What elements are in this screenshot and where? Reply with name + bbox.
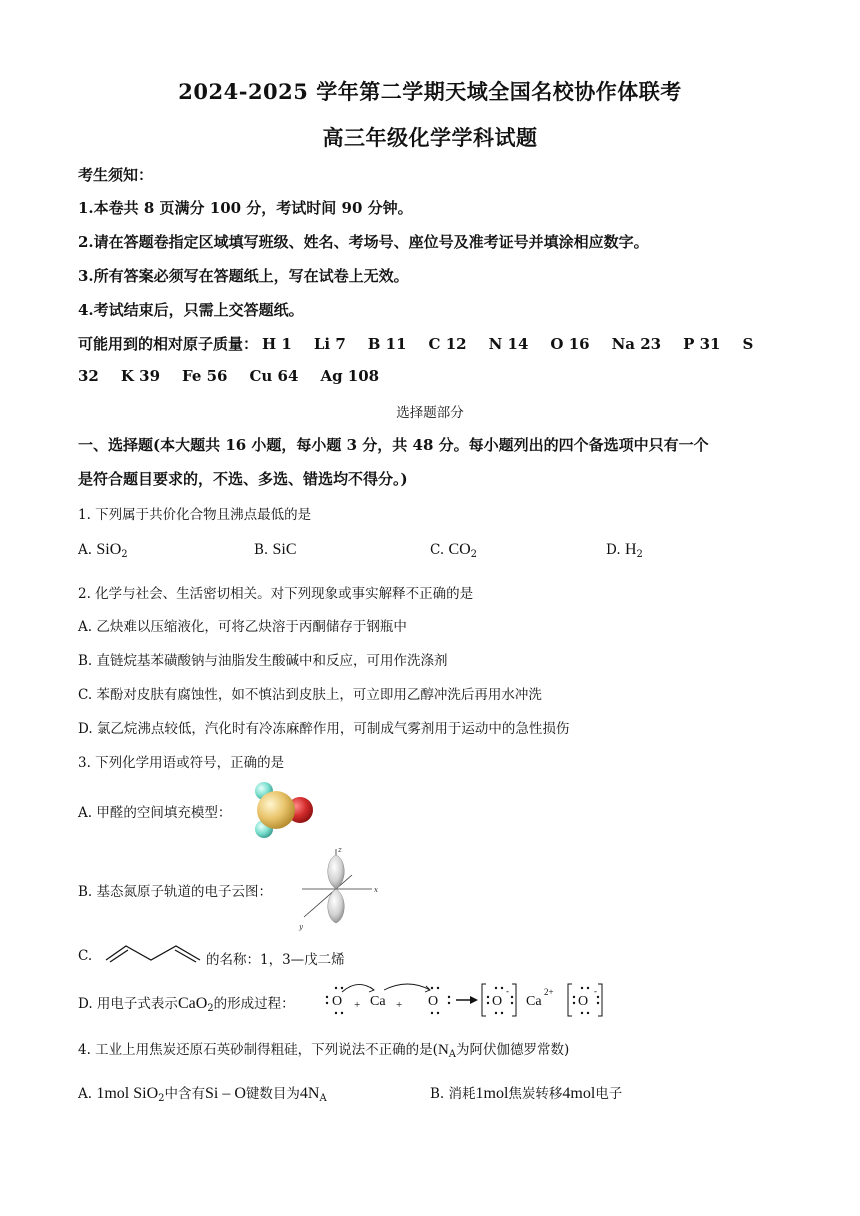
atomic-mass: Na 23 bbox=[611, 335, 662, 353]
atomic-mass: K 39 bbox=[120, 367, 161, 385]
atomic-mass: H 1 bbox=[262, 335, 292, 353]
atomic-mass: B 11 bbox=[367, 335, 407, 353]
question-3-stem: 3. 下列化学用语或符号，正确的是 bbox=[78, 755, 285, 771]
atomic-mass: Cu 64 bbox=[249, 367, 299, 385]
notice-item: 1.本卷共 8 页满分 100 分，考试时间 90 分钟。 bbox=[78, 199, 413, 217]
atomic-mass: N 14 bbox=[488, 335, 529, 353]
question-2-stem: 2. 化学与社会、生活密切相关。对下列现象或事实解释不正确的是 bbox=[78, 586, 474, 602]
pentadiene-skeletal-structure bbox=[102, 940, 204, 966]
calcium-ion-symbol: Ca bbox=[526, 994, 542, 1009]
y-axis-label: y bbox=[299, 923, 303, 931]
atomic-mass: Li 7 bbox=[313, 335, 346, 353]
q3-option-c-text: 的名称：1，3—戊二烯 bbox=[206, 952, 345, 968]
notice-heading: 考生须知： bbox=[78, 166, 154, 184]
q1-option-b: B. SiC bbox=[254, 541, 297, 558]
q3-option-c-letter: C. bbox=[78, 948, 93, 964]
q4-option-b: B. 消耗1mol焦炭转移4mol电子 bbox=[430, 1085, 623, 1102]
notice-item: 4.考试结束后，只需上交答题纸。 bbox=[78, 301, 304, 319]
atomic-mass: O 16 bbox=[550, 335, 590, 353]
plus-sign: + bbox=[396, 999, 403, 1011]
q3-option-a: A. 甲醛的空间填充模型： bbox=[78, 805, 232, 821]
section-instruction: 一、选择题(本大题共 16 小题，每小题 3 分，共 48 分。每小题列出的四个备选项中只有一个 bbox=[78, 436, 709, 454]
section-instruction: 是符合题目要求的，不选、多选、错选均不得分。) bbox=[78, 470, 408, 488]
bracket bbox=[598, 984, 602, 1016]
exam-title-line2: 高三年级化学学科试题 bbox=[322, 125, 538, 150]
atomic-mass: P 31 bbox=[683, 335, 721, 353]
oxygen-symbol: O bbox=[578, 994, 589, 1009]
bracket bbox=[568, 984, 572, 1016]
calcium-symbol: Ca bbox=[370, 994, 386, 1009]
carbon-atom bbox=[257, 791, 295, 829]
oxygen-symbol: O bbox=[492, 994, 503, 1009]
charge-label: - bbox=[594, 986, 597, 996]
atomic-masses-label: 可能用到的相对原子质量： bbox=[78, 335, 259, 353]
oxygen-symbol: O bbox=[428, 994, 439, 1009]
atomic-mass: Fe 56 bbox=[182, 367, 228, 385]
q3-option-d: D. 用电子式表示CaO$_2$的形成过程： bbox=[78, 995, 295, 1014]
z-axis-label: z bbox=[338, 846, 342, 854]
q2-option-a: A. 乙炔难以压缩液化，可将乙炔溶于丙酮储存于钢瓶中 bbox=[78, 619, 407, 635]
question-1-stem: 1. 下列属于共价化合物且沸点最低的是 bbox=[78, 507, 312, 523]
x-axis-label: x bbox=[374, 886, 378, 894]
electron-transfer-arrow bbox=[342, 984, 374, 992]
bracket bbox=[482, 984, 486, 1016]
q1-option-d: D. $H_2$ bbox=[606, 541, 643, 560]
formaldehyde-space-filling-model bbox=[244, 778, 324, 842]
exam-title-line1: 2024-2025 学年第二学期天域全国名校协作体联考 bbox=[178, 79, 682, 104]
plus-sign: + bbox=[354, 999, 361, 1011]
q4-option-a: A. 1mol SiO$_2$中含有Si – O键数目为$4N_A$ bbox=[78, 1085, 327, 1104]
section-title: 选择题部分 bbox=[396, 405, 464, 421]
atomic-masses-line2 bbox=[78, 367, 379, 385]
oxygen-symbol: O bbox=[332, 994, 343, 1009]
electron-transfer-arrow bbox=[384, 984, 430, 990]
charge-label: - bbox=[506, 986, 509, 996]
q2-option-b: B. 直链烷基苯磺酸钠与油脂发生酸碱中和反应，可用作洗涤剂 bbox=[78, 653, 448, 669]
carbon-chain bbox=[106, 946, 200, 960]
atomic-mass: Ag 108 bbox=[320, 367, 380, 385]
atomic-masses-line1 bbox=[78, 333, 753, 354]
bracket bbox=[512, 984, 516, 1016]
q1-option-a: A. SiO$_2$ bbox=[78, 541, 128, 560]
notice-item: 2.请在答题卷指定区域填写班级、姓名、考场号、座位号及准考证号并填涂相应数字。 bbox=[78, 233, 649, 251]
question-4-stem: 4. 工业上用焦炭还原石英砂制得粗硅，下列说法不正确的是($N_A$为阿伏伽德罗常数) bbox=[78, 1042, 570, 1060]
q3-option-b: B. 基态氮原子轨道的电子云图： bbox=[78, 884, 273, 900]
q2-option-d: D. 氯乙烷沸点较低，汽化时有冷冻麻醉作用，可制成气雾剂用于运动中的急性损伤 bbox=[78, 721, 570, 737]
atomic-mass: 32 bbox=[78, 367, 99, 385]
atomic-mass: C 12 bbox=[428, 335, 467, 353]
q2-option-c: C. 苯酚对皮肤有腐蚀性，如不慎沾到皮肤上，可立即用乙醇冲洗后再用水冲洗 bbox=[78, 687, 542, 703]
notice-item: 3.所有答案必须写在答题纸上，写在试卷上无效。 bbox=[78, 267, 409, 285]
q1-option-c: C. $CO_2$ bbox=[430, 541, 478, 560]
cao2-electron-formula-process bbox=[320, 980, 620, 1020]
atomic-mass: S bbox=[742, 335, 754, 353]
charge-label: 2+ bbox=[544, 987, 554, 997]
nitrogen-p-orbital-diagram bbox=[296, 845, 382, 931]
